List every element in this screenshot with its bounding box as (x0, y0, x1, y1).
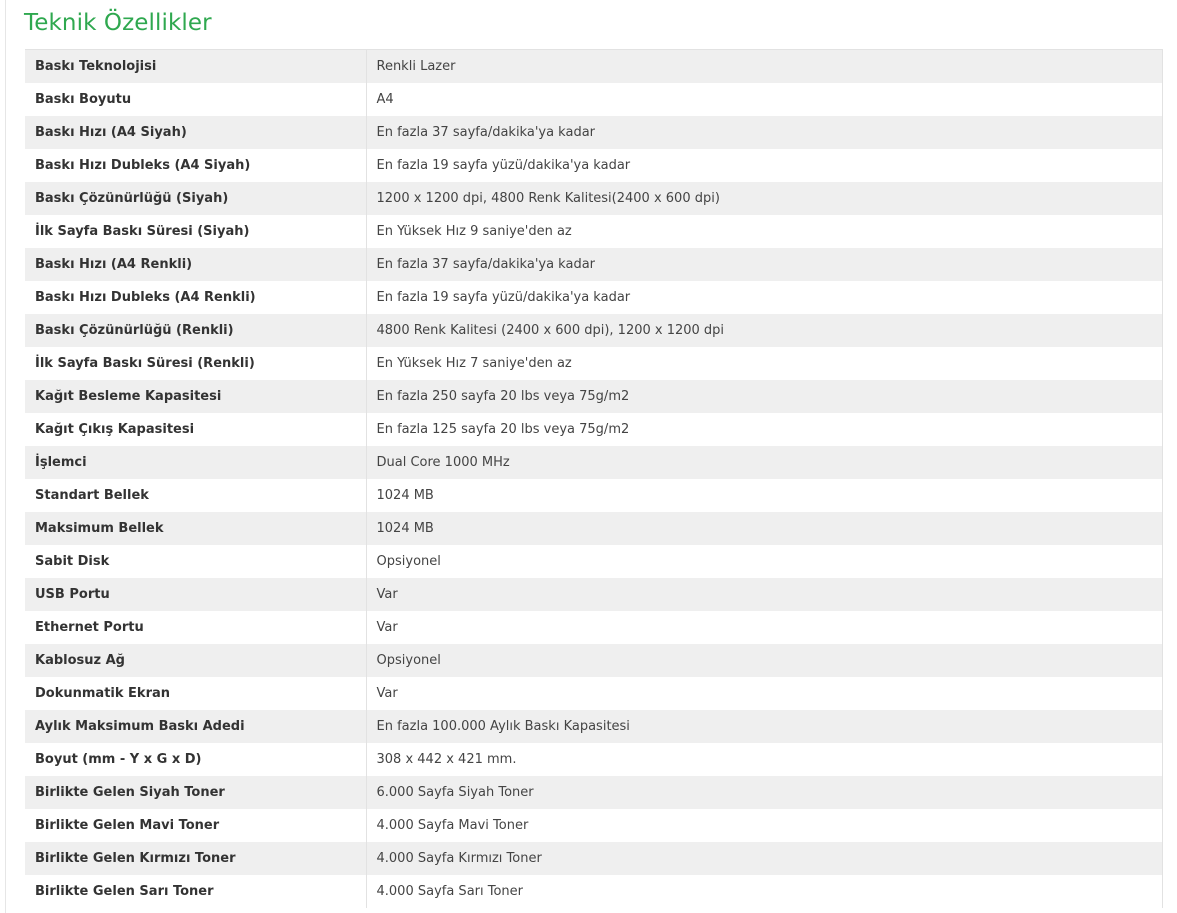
spec-row (25, 347, 1163, 380)
spec-value: A4 (366, 83, 1163, 116)
spec-row (25, 578, 1163, 611)
spec-label: Birlikte Gelen Kırmızı Toner (25, 842, 366, 875)
spec-value: Var (366, 578, 1163, 611)
spec-row (25, 677, 1163, 710)
spec-value: Dual Core 1000 MHz (366, 446, 1163, 479)
spec-row (25, 50, 1163, 83)
spec-label: Baskı Çözünürlüğü (Renkli) (25, 314, 366, 347)
spec-value: Var (366, 677, 1163, 710)
spec-row (25, 743, 1163, 776)
spec-row (25, 83, 1163, 116)
spec-label: Kağıt Besleme Kapasitesi (25, 380, 366, 413)
spec-value: 4800 Renk Kalitesi (2400 x 600 dpi), 1200 x 1200 dpi (366, 314, 1163, 347)
spec-label: Sabit Disk (25, 545, 366, 578)
spec-row (25, 512, 1163, 545)
spec-label: USB Portu (25, 578, 366, 611)
spec-label: Baskı Teknolojisi (25, 50, 366, 83)
spec-row (25, 479, 1163, 512)
spec-value: En fazla 100.000 Aylık Baskı Kapasitesi (366, 710, 1163, 743)
spec-label: Birlikte Gelen Siyah Toner (25, 776, 366, 809)
spec-value: En fazla 37 sayfa/dakika'ya kadar (366, 116, 1163, 149)
spec-row (25, 809, 1163, 842)
spec-row (25, 710, 1163, 743)
spec-row (25, 215, 1163, 248)
spec-label: Baskı Boyutu (25, 83, 366, 116)
section-title: Teknik Özellikler (24, 10, 212, 36)
spec-row (25, 842, 1163, 875)
spec-value: 4.000 Sayfa Kırmızı Toner (366, 842, 1163, 875)
spec-label: İlk Sayfa Baskı Süresi (Renkli) (25, 347, 366, 380)
spec-value: Renkli Lazer (366, 50, 1163, 83)
spec-label: Dokunmatik Ekran (25, 677, 366, 710)
spec-row (25, 776, 1163, 809)
spec-row (25, 413, 1163, 446)
spec-label: Baskı Çözünürlüğü (Siyah) (25, 182, 366, 215)
spec-value: Opsiyonel (366, 644, 1163, 677)
spec-table-body (25, 50, 1163, 908)
spec-value: 6.000 Sayfa Siyah Toner (366, 776, 1163, 809)
spec-row (25, 182, 1163, 215)
spec-label: Birlikte Gelen Sarı Toner (25, 875, 366, 908)
spec-value: En fazla 250 sayfa 20 lbs veya 75g/m2 (366, 380, 1163, 413)
spec-label: Baskı Hızı (A4 Renkli) (25, 248, 366, 281)
spec-value: 1024 MB (366, 479, 1163, 512)
spec-row (25, 314, 1163, 347)
spec-row (25, 446, 1163, 479)
spec-label: Kablosuz Ağ (25, 644, 366, 677)
spec-value: 4.000 Sayfa Sarı Toner (366, 875, 1163, 908)
spec-value: En fazla 19 sayfa yüzü/dakika'ya kadar (366, 281, 1163, 314)
spec-value: En Yüksek Hız 9 saniye'den az (366, 215, 1163, 248)
spec-label: İşlemci (25, 446, 366, 479)
spec-label: Maksimum Bellek (25, 512, 366, 545)
spec-label: Baskı Hızı (A4 Siyah) (25, 116, 366, 149)
spec-row (25, 611, 1163, 644)
spec-value: 1200 x 1200 dpi, 4800 Renk Kalitesi(2400 x 600 dpi) (366, 182, 1163, 215)
spec-row (25, 644, 1163, 677)
spec-row (25, 875, 1163, 908)
spec-value: Var (366, 611, 1163, 644)
spec-row (25, 380, 1163, 413)
spec-row (25, 545, 1163, 578)
spec-table (25, 49, 1163, 908)
spec-label: Kağıt Çıkış Kapasitesi (25, 413, 366, 446)
spec-value: En fazla 125 sayfa 20 lbs veya 75g/m2 (366, 413, 1163, 446)
spec-value: En fazla 19 sayfa yüzü/dakika'ya kadar (366, 149, 1163, 182)
spec-value: En Yüksek Hız 7 saniye'den az (366, 347, 1163, 380)
spec-label: Standart Bellek (25, 479, 366, 512)
spec-value: 308 x 442 x 421 mm. (366, 743, 1163, 776)
spec-value: En fazla 37 sayfa/dakika'ya kadar (366, 248, 1163, 281)
spec-row (25, 149, 1163, 182)
spec-label: Boyut (mm - Y x G x D) (25, 743, 366, 776)
spec-label: Baskı Hızı Dubleks (A4 Renkli) (25, 281, 366, 314)
spec-label: Aylık Maksimum Baskı Adedi (25, 710, 366, 743)
spec-label: Birlikte Gelen Mavi Toner (25, 809, 366, 842)
spec-label: İlk Sayfa Baskı Süresi (Siyah) (25, 215, 366, 248)
spec-label: Baskı Hızı Dubleks (A4 Siyah) (25, 149, 366, 182)
spec-value: 4.000 Sayfa Mavi Toner (366, 809, 1163, 842)
spec-row (25, 116, 1163, 149)
spec-value: Opsiyonel (366, 545, 1163, 578)
spec-row (25, 281, 1163, 314)
spec-row (25, 248, 1163, 281)
spec-label: Ethernet Portu (25, 611, 366, 644)
spec-value: 1024 MB (366, 512, 1163, 545)
